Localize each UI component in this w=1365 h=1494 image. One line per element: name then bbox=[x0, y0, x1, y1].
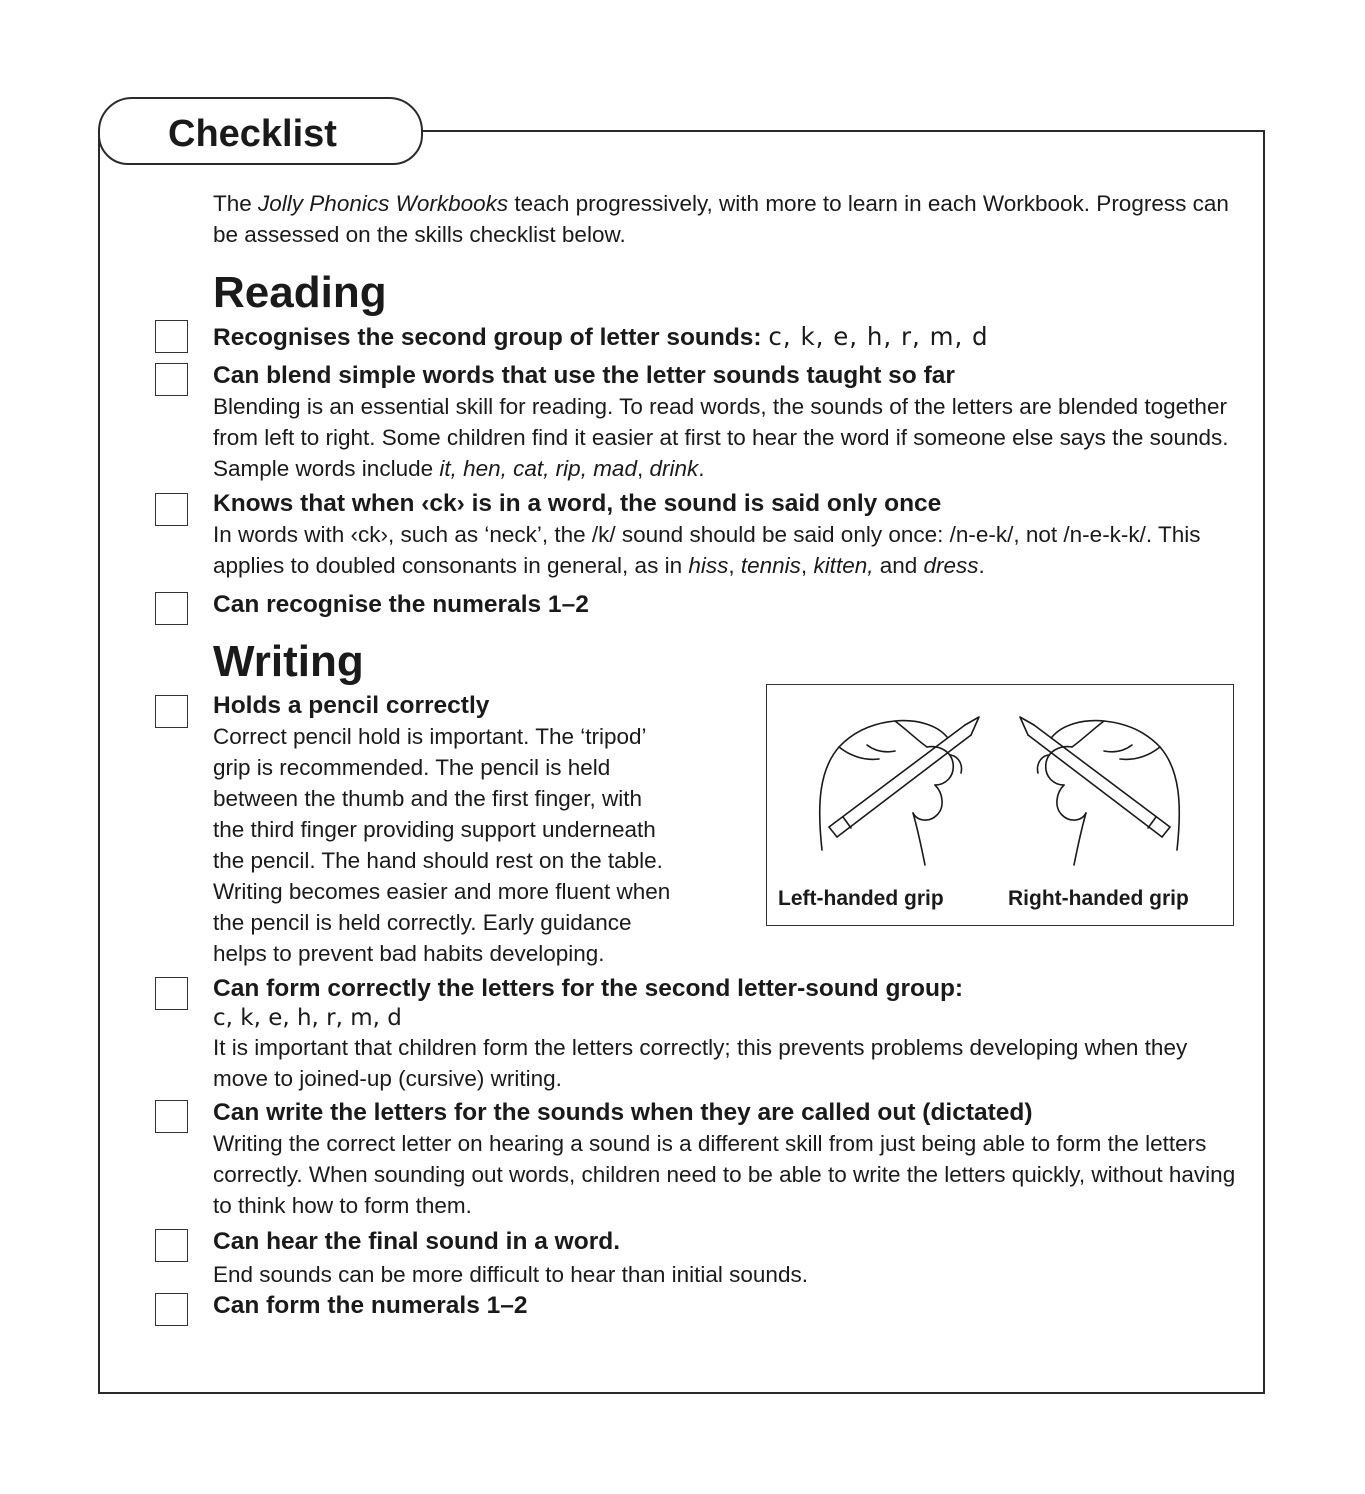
item-description: In words with ‹ck›, such as ‘neck’, the /k/ sound should be said only once: /n-e-k/, not /n-e-k-k/. This applies to doubled consonants in general, as in hiss, tennis, kitten, and dress. bbox=[213, 522, 1201, 578]
pencil-grip-figure bbox=[766, 684, 1234, 926]
checkbox[interactable] bbox=[155, 695, 188, 728]
right-grip-caption: Right-handed grip bbox=[1008, 887, 1189, 910]
checkbox[interactable] bbox=[155, 320, 188, 353]
item-description-line: between the thumb and the first finger, with bbox=[213, 786, 643, 811]
item-title: Can form the numerals 1–2 bbox=[213, 1292, 528, 1319]
right-hand-icon bbox=[1020, 717, 1179, 865]
item-title: Can hear the final sound in a word. bbox=[213, 1228, 621, 1255]
item-description: It is important that children form the letters correctly; this prevents problems developing when they move to joined-up (cursive) writing. bbox=[213, 1035, 1188, 1091]
checkbox[interactable] bbox=[155, 493, 188, 526]
left-hand-icon bbox=[820, 717, 979, 865]
item-description-line: Writing becomes easier and more fluent when bbox=[213, 879, 671, 904]
checkbox[interactable] bbox=[155, 977, 188, 1010]
letter-list: c, k, e, h, r, m, d bbox=[768, 322, 989, 351]
item-title: Knows that when ‹ck› is in a word, the sound is said only once bbox=[213, 490, 942, 517]
page-title: Checklist bbox=[168, 113, 337, 155]
item-description: Blending is an essential skill for reading. To read words, the sounds of the letters are blended together from left to right. Some children find it easier at first to hear the word if someone else says the sounds. Sample words include it, hen, cat, rip, mad, drink. bbox=[213, 394, 1229, 481]
reading-heading: Reading bbox=[213, 268, 387, 317]
checkbox[interactable] bbox=[155, 1229, 188, 1262]
item-description-line: helps to prevent bad habits developing. bbox=[213, 941, 605, 966]
checkbox[interactable] bbox=[155, 363, 188, 396]
letter-list: c, k, e, h, r, m, d bbox=[213, 1005, 402, 1031]
item-title: Can write the letters for the sounds when they are called out (dictated) bbox=[213, 1099, 1033, 1126]
checkbox[interactable] bbox=[155, 1100, 188, 1133]
item-description-line: the pencil is held correctly. Early guidance bbox=[213, 910, 632, 935]
grip-hands-illustration bbox=[767, 685, 1232, 885]
item-title: Recognises the second group of letter sounds: bbox=[213, 324, 769, 351]
intro-text: The Jolly Phonics Workbooks teach progressively, with more to learn in each Workbook. Progress can be assessed on the skills checklist below. bbox=[213, 191, 1229, 247]
item-title: Holds a pencil correctly bbox=[213, 692, 490, 719]
item-title: Can blend simple words that use the letter sounds taught so far bbox=[213, 362, 955, 389]
item-description: Writing the correct letter on hearing a sound is a different skill from just being able to form the letters correctly. When sounding out words, children need to be able to write the letters quickly, without having to think how to form them. bbox=[213, 1131, 1236, 1218]
item-title: Can form correctly the letters for the second letter-sound group: bbox=[213, 975, 964, 1002]
left-grip-caption: Left-handed grip bbox=[778, 887, 944, 910]
item-description-line: the third finger providing support underneath bbox=[213, 817, 656, 842]
item-description-line: the pencil. The hand should rest on the table. bbox=[213, 848, 663, 873]
item-description: End sounds can be more difficult to hear than initial sounds. bbox=[213, 1262, 808, 1287]
item-description-line: grip is recommended. The pencil is held bbox=[213, 755, 611, 780]
item-description-line: Correct pencil hold is important. The ‘tripod’ bbox=[213, 724, 647, 749]
checkbox[interactable] bbox=[155, 1293, 188, 1326]
item-title: Can recognise the numerals 1–2 bbox=[213, 591, 589, 618]
writing-heading: Writing bbox=[213, 637, 364, 686]
checkbox[interactable] bbox=[155, 592, 188, 625]
